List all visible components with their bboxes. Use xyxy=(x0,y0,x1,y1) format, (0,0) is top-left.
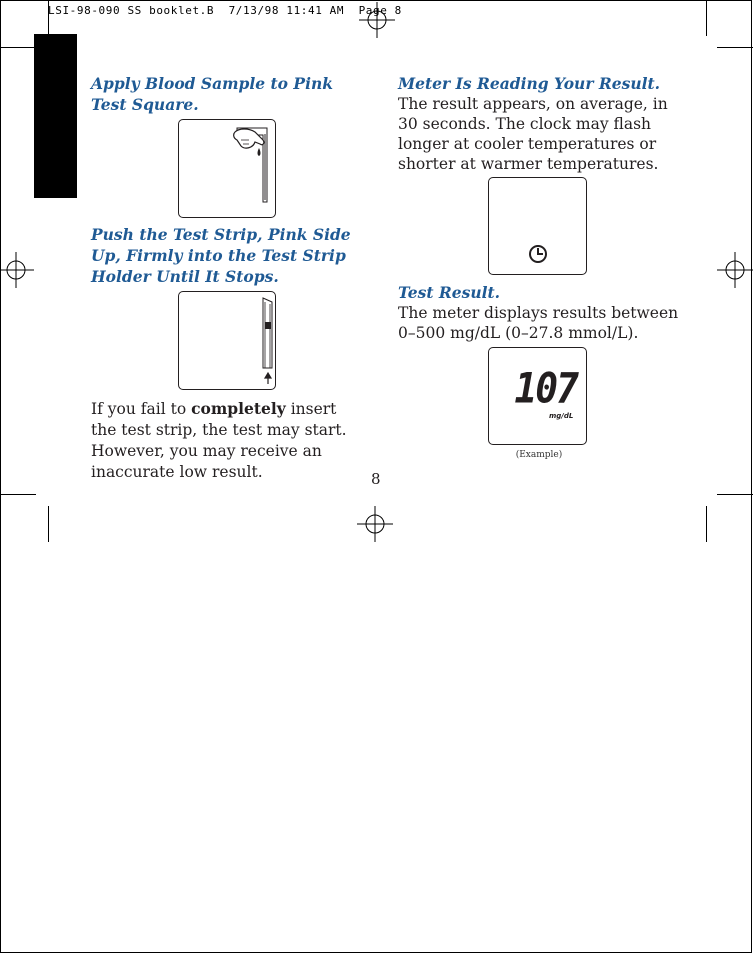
step4-body: The meter displays results between 0–500 mg/dL (0–27.8 mmol/L). xyxy=(398,304,679,342)
slug-line: LSI-98-090 SS booklet.B 7/13/98 11:41 AM Page 8 xyxy=(48,4,402,17)
crop-mark xyxy=(0,494,36,495)
result-unit: mg/dL xyxy=(549,412,574,420)
meter-screen-insert-strip xyxy=(178,291,276,390)
registration-mark-right xyxy=(717,252,753,288)
crop-mark xyxy=(717,47,753,48)
registration-mark-left xyxy=(0,252,34,288)
step3-heading: Meter Is Reading Your Result. xyxy=(398,74,661,93)
example-caption: (Example) xyxy=(515,450,563,460)
finger-strip-icon xyxy=(179,120,275,217)
meter-screen-result xyxy=(488,347,587,445)
step3-body: The result appears, on average, in 30 seconds. The clock may flash longer at cooler temperatures or shorter at warmer temperatures. xyxy=(398,95,668,173)
crop-mark xyxy=(717,494,753,495)
insert-note: If you fail to completely insert the test strip, the test may start. However, you may receive an inaccurate low result. xyxy=(91,399,347,481)
step1-heading: Apply Blood Sample to Pink Test Square. xyxy=(91,74,333,114)
crop-mark xyxy=(48,506,49,542)
test-strip-icon xyxy=(179,292,275,389)
result-value: 107 xyxy=(514,363,577,413)
step4-heading: Test Result. xyxy=(398,283,501,302)
page-number: 8 xyxy=(371,470,381,488)
meter-screen-reading xyxy=(488,177,587,275)
crop-mark xyxy=(0,47,36,48)
crop-mark xyxy=(706,0,707,36)
meter-screen-apply-sample xyxy=(178,119,276,218)
clock-icon xyxy=(489,178,586,274)
section-tab xyxy=(34,34,77,198)
crop-mark xyxy=(706,506,707,542)
step2-heading: Push the Test Strip, Pink Side Up, Firmly into the Test Strip Holder Until It Stops. xyxy=(91,225,351,286)
registration-mark-bottom xyxy=(357,506,393,542)
